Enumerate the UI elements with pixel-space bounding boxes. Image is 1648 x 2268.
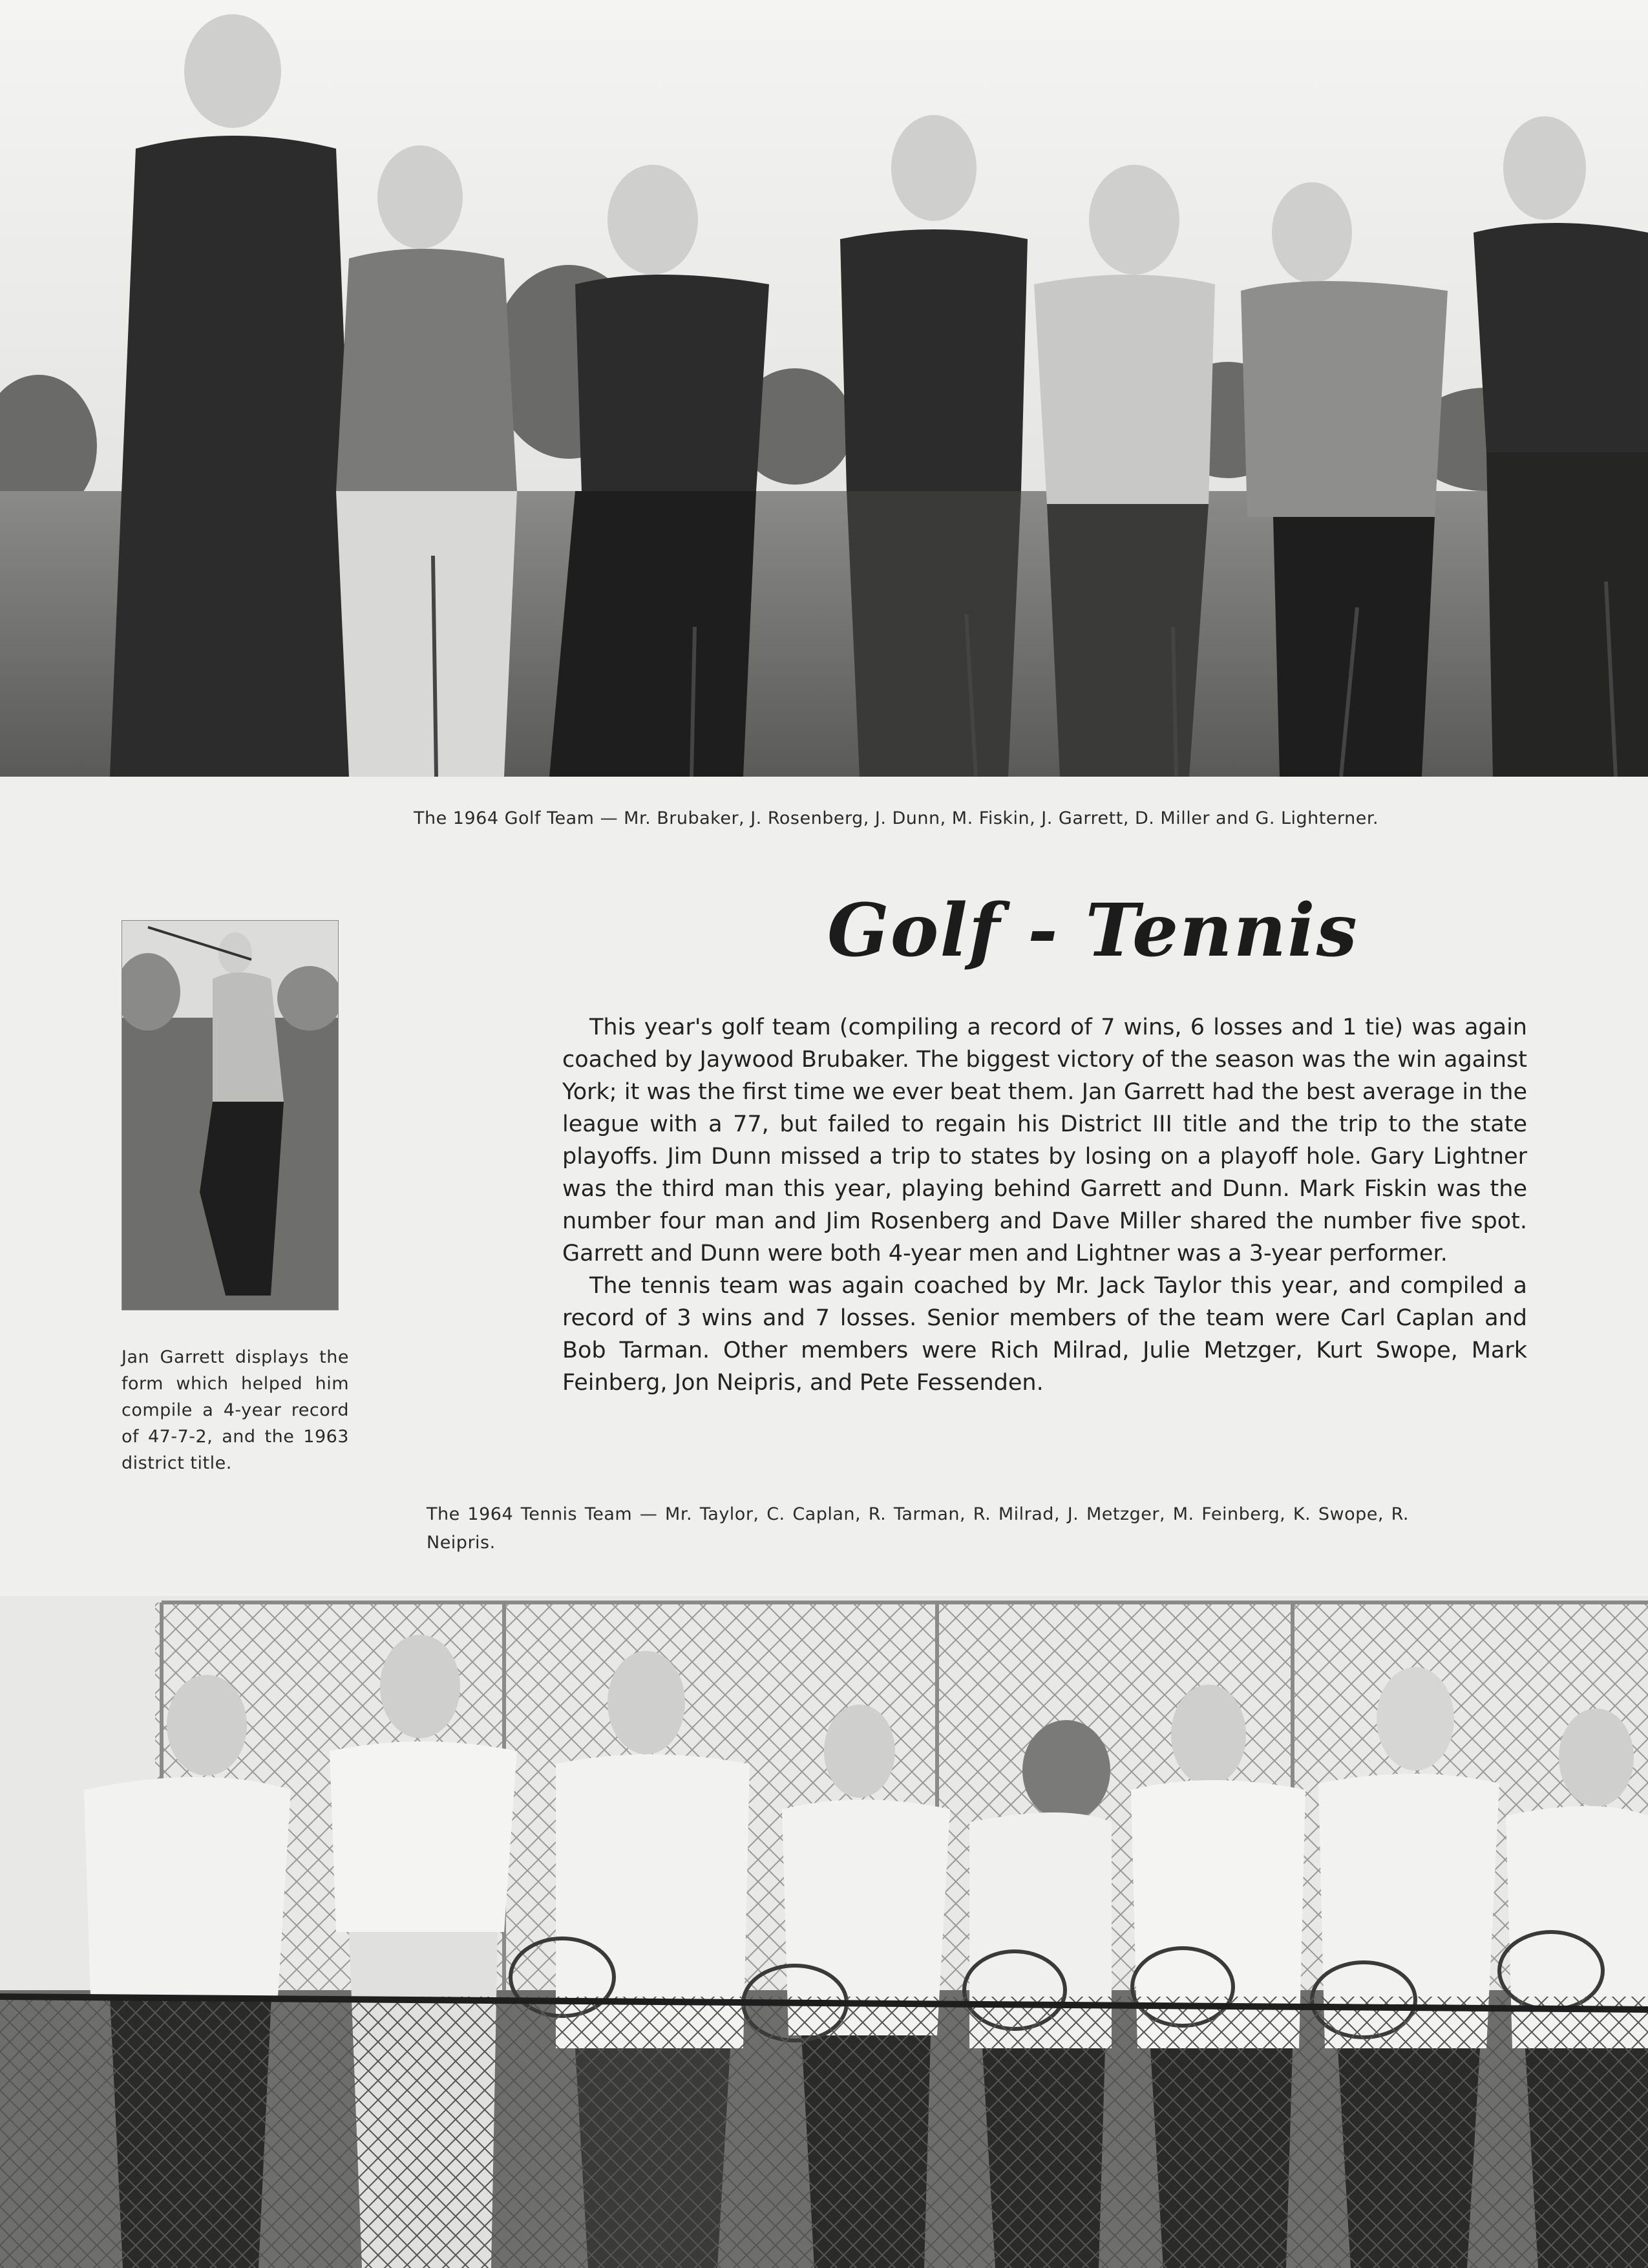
tennis-team-photo [0,1596,1648,2268]
golfer-swing-photo [121,920,339,1310]
page-title: Golf - Tennis [827,888,1358,973]
tennis-paragraph: The tennis team was again coached by Mr. Jack Taylor this year, and compiled a record of 3 wins and 7 losses. Senior members of the team were Carl Caplan and Bob Tarman. Other members were Rich Milrad, Julie Metzger, Kurt Swope, Mark Feinberg, Jon Neipris, and Pete Fessenden. [562,1273,1527,1396]
article-body [562,1011,1527,1399]
tennis-team-caption: The 1964 Tennis Team — Mr. Taylor, C. Caplan, R. Tarman, R. Milrad, J. Metzger, M. Feinberg, K. Swope, R. Neipris. [427,1504,1409,1553]
golfer-swing-caption: Jan Garrett displays the form which helped him compile a 4-year record of 47-7-2, and the 1963 district title. [121,1347,349,1473]
golf-team-caption: The 1964 Golf Team — Mr. Brubaker, J. Rosenberg, J. Dunn, M. Fiskin, J. Garrett, D. Miller and G. Lighterner. [414,808,1379,828]
golf-team-photo [0,0,1648,777]
golf-paragraph: This year's golf team (compiling a record of 7 wins, 6 losses and 1 tie) was again coached by Jaywood Brubaker. The biggest victory of the season was the win against York; it was the first time we ever beat them. Jan Garrett had the best average in the league with a 77, but failed to regain his District III title and the trip to the state playoffs. Jim Dunn missed a trip to states by losing on a playoff hole. Gary Lightner was the third man this year, playing behind Garrett and Dunn. Mark Fiskin was the number four man and Jim Rosenberg and Dave Miller shared the number five spot. Garrett and Dunn were both 4-year men and Lightner was a 3-year performer. [562,1014,1527,1266]
